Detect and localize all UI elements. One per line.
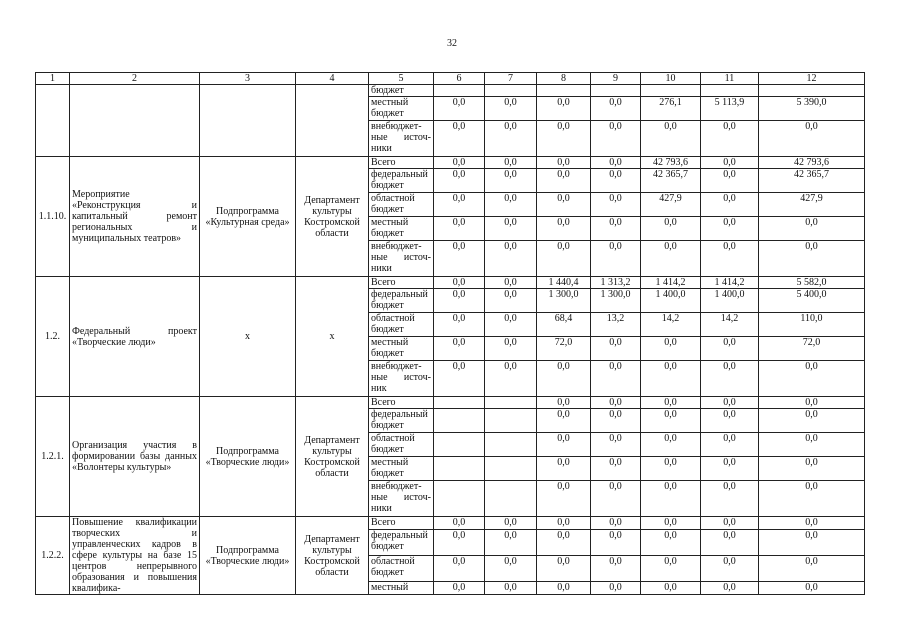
table-row [36,277,865,289]
value-cell [434,397,485,409]
funding-source-cell [369,289,434,313]
funding-source-cell [369,433,434,457]
value-cell: 0,0 [759,217,865,241]
subprogram-cell: Подпрограмма «Творческие люди» [200,517,296,595]
header-cell: 4 [296,73,369,85]
value-cell: 0,0 [434,193,485,217]
item-name: Организация участия в формировании базы данных «Волонтеры культуры» [70,397,200,517]
value-cell: 5 582,0 [759,277,865,289]
value-cell: 0,0 [434,157,485,169]
value-cell [485,409,537,433]
funding-source-line: федеральный [371,409,428,420]
value-cell: 0,0 [485,289,537,313]
funding-source-line: Всего [371,157,396,168]
empty-cell [200,85,296,157]
value-cell [434,433,485,457]
value-cell: 0,0 [485,157,537,169]
subprogram-cell: Подпрограмма «Культурная среда» [200,157,296,277]
value-cell: 0,0 [591,409,641,433]
value-cell: 0,0 [537,481,591,517]
funding-source-line: местный [371,582,409,593]
value-cell: 0,0 [485,361,537,397]
value-cell: 0,0 [641,241,701,277]
value-cell [434,481,485,517]
header-row [36,73,865,85]
value-cell: 0,0 [591,433,641,457]
value-cell: 0,0 [537,530,591,556]
value-cell: 0,0 [591,582,641,595]
funding-source-line: бюджет [371,204,404,215]
funding-source-line: внебюджет- [371,241,422,252]
value-cell: 0,0 [759,121,865,157]
department-cell: Департамент культуры Костромской области [296,517,369,595]
value-cell: 0,0 [434,241,485,277]
value-cell: 0,0 [591,121,641,157]
value-cell: 0,0 [485,556,537,582]
value-cell: 0,0 [591,556,641,582]
item-name: Федеральный проект «Творческие люди» [70,277,200,397]
value-cell: 0,0 [434,121,485,157]
value-cell: 0,0 [641,397,701,409]
subprogram-cell: Подпрограмма «Творческие люди» [200,397,296,517]
value-cell [485,433,537,457]
funding-source-line: ные источ- [371,252,431,263]
value-cell: 14,2 [641,313,701,337]
value-cell: 0,0 [485,337,537,361]
value-cell: 0,0 [641,409,701,433]
value-cell: 0,0 [701,481,759,517]
funding-source-line: Всего [371,397,396,408]
value-cell: 0,0 [537,397,591,409]
value-cell: 0,0 [485,313,537,337]
value-cell: 0,0 [537,217,591,241]
value-cell: 14,2 [701,313,759,337]
value-cell: 276,1 [641,97,701,121]
funding-source-line: бюджет [371,180,404,191]
funding-source-cell [369,217,434,241]
funding-source-line: внебюджет- [371,481,422,492]
value-cell: 0,0 [701,517,759,530]
value-cell: 0,0 [641,530,701,556]
funding-source-line: областной [371,193,415,204]
value-cell: 0,0 [434,361,485,397]
value-cell: 0,0 [591,193,641,217]
funding-source-cell [369,337,434,361]
funding-source-cell [369,169,434,193]
value-cell: 427,9 [759,193,865,217]
value-cell: 42 793,6 [759,157,865,169]
page-number: 32 [447,38,457,49]
funding-source-line: бюджет [371,85,404,96]
header-cell: 8 [537,73,591,85]
department-cell: Департамент культуры Костромской области [296,397,369,517]
value-cell: 0,0 [485,241,537,277]
value-cell: 0,0 [537,193,591,217]
value-cell: 0,0 [641,121,701,157]
value-cell: 0,0 [537,556,591,582]
value-cell: 0,0 [701,241,759,277]
value-cell: 0,0 [591,157,641,169]
value-cell: 0,0 [591,530,641,556]
value-cell: 0,0 [701,157,759,169]
funding-source-line: ные источ- [371,132,431,143]
value-cell: 0,0 [759,556,865,582]
value-cell: 1 300,0 [591,289,641,313]
funding-source-line: бюджет [371,567,404,578]
funding-source-line: федеральный [371,169,428,180]
value-cell [485,397,537,409]
value-cell: 0,0 [591,217,641,241]
value-cell: 0,0 [485,121,537,157]
funding-source-cell [369,481,434,517]
value-cell: 0,0 [485,169,537,193]
funding-source-line: бюджет [371,420,404,431]
value-cell: 68,4 [537,313,591,337]
value-cell: 13,2 [591,313,641,337]
value-cell: 0,0 [485,517,537,530]
value-cell: 0,0 [591,457,641,481]
value-cell: 0,0 [701,397,759,409]
value-cell: 72,0 [537,337,591,361]
value-cell: 0,0 [701,121,759,157]
value-cell: 0,0 [591,361,641,397]
value-cell [591,85,641,97]
value-cell: 0,0 [759,397,865,409]
value-cell: 0,0 [485,193,537,217]
value-cell: 0,0 [537,97,591,121]
value-cell: 0,0 [537,457,591,481]
value-cell: 0,0 [537,582,591,595]
value-cell: 0,0 [701,169,759,193]
value-cell: 0,0 [759,582,865,595]
value-cell: 5 400,0 [759,289,865,313]
funding-source-cell [369,313,434,337]
value-cell: 1 440,4 [537,277,591,289]
value-cell: 0,0 [591,517,641,530]
value-cell: 0,0 [759,457,865,481]
department-cell: х [296,277,369,397]
funding-source-line: Всего [371,277,396,288]
value-cell: 0,0 [537,409,591,433]
funding-source-line: бюджет [371,468,404,479]
funding-source-line: ники [371,143,392,154]
table-row [36,157,865,169]
table-row [36,397,865,409]
funding-source-line: ные источ- [371,492,431,503]
funding-source-cell [369,556,434,582]
value-cell [701,85,759,97]
value-cell: 427,9 [641,193,701,217]
item-number: 1.2.2. [36,517,70,595]
value-cell: 0,0 [641,361,701,397]
empty-cell [36,85,70,157]
value-cell: 0,0 [701,337,759,361]
value-cell [537,85,591,97]
empty-cell [70,85,200,157]
value-cell: 0,0 [434,337,485,361]
funding-source-line: бюджет [371,444,404,455]
table-row [36,517,865,530]
funding-source-line: бюджет [371,300,404,311]
value-cell: 0,0 [701,556,759,582]
funding-source-line: ники [371,263,392,274]
value-cell [485,85,537,97]
funding-source-cell [369,277,434,289]
value-cell: 0,0 [434,530,485,556]
funding-source-line: бюджет [371,324,404,335]
value-cell: 0,0 [537,169,591,193]
value-cell: 0,0 [759,361,865,397]
item-name: Повышение квалификации творческих и управленческих кадров в сфере культуры на базе 15 центров непрерывного образования и повышения квалифика- [70,517,200,595]
value-cell: 110,0 [759,313,865,337]
header-cell: 10 [641,73,701,85]
value-cell: 5 390,0 [759,97,865,121]
value-cell: 0,0 [434,313,485,337]
value-cell: 0,0 [759,517,865,530]
funding-source-line: местный [371,97,409,108]
funding-source-line: внебюджет- [371,121,422,132]
empty-cell [296,85,369,157]
item-number: 1.2.1. [36,397,70,517]
funding-source-cell [369,121,434,157]
item-number: 1.2. [36,277,70,397]
value-cell [434,409,485,433]
value-cell: 0,0 [701,433,759,457]
item-number: 1.1.10. [36,157,70,277]
value-cell: 0,0 [641,556,701,582]
funding-source-cell [369,457,434,481]
value-cell: 0,0 [434,556,485,582]
funding-source-line: областной [371,433,415,444]
table-row [36,85,865,97]
value-cell: 72,0 [759,337,865,361]
value-cell: 0,0 [701,457,759,481]
header-cell: 5 [369,73,434,85]
value-cell: 1 400,0 [701,289,759,313]
value-cell: 0,0 [641,433,701,457]
header-cell: 9 [591,73,641,85]
funding-source-cell [369,85,434,97]
value-cell: 42 365,7 [759,169,865,193]
value-cell: 1 313,2 [591,277,641,289]
value-cell: 0,0 [485,277,537,289]
value-cell: 0,0 [434,517,485,530]
value-cell [641,85,701,97]
header-cell: 1 [36,73,70,85]
value-cell: 0,0 [537,433,591,457]
funding-source-cell [369,397,434,409]
value-cell: 0,0 [759,530,865,556]
funding-source-cell [369,157,434,169]
header-cell: 6 [434,73,485,85]
value-cell: 1 300,0 [537,289,591,313]
value-cell: 0,0 [701,361,759,397]
funding-source-line: Всего [371,517,396,528]
value-cell [759,85,865,97]
item-name: Мероприятие «Реконструкция и капитальный ремонт региональных и муниципальных театров» [70,157,200,277]
funding-source-cell [369,361,434,397]
header-cell: 12 [759,73,865,85]
funding-source-line: федеральный [371,289,428,300]
value-cell [434,85,485,97]
department-cell: Департамент культуры Костромской области [296,157,369,277]
value-cell: 0,0 [701,193,759,217]
value-cell: 0,0 [641,481,701,517]
value-cell: 0,0 [485,217,537,241]
value-cell: 0,0 [759,409,865,433]
value-cell: 0,0 [759,481,865,517]
funding-source-cell [369,517,434,530]
value-cell: 0,0 [641,217,701,241]
funding-source-cell [369,530,434,556]
value-cell: 0,0 [641,517,701,530]
value-cell: 0,0 [485,582,537,595]
funding-source-line: ные источ- [371,372,431,383]
value-cell: 0,0 [591,481,641,517]
value-cell [485,481,537,517]
header-cell: 7 [485,73,537,85]
funding-source-line: областной [371,556,415,567]
value-cell: 0,0 [537,361,591,397]
funding-source-line: внебюджет- [371,361,422,372]
funding-source-line: бюджет [371,228,404,239]
header-cell: 3 [200,73,296,85]
funding-source-cell [369,193,434,217]
value-cell: 0,0 [591,241,641,277]
funding-source-line: местный [371,337,409,348]
value-cell: 0,0 [537,121,591,157]
value-cell: 0,0 [701,530,759,556]
value-cell: 0,0 [591,397,641,409]
subprogram-cell: х [200,277,296,397]
value-cell: 0,0 [591,97,641,121]
funding-source-line: ник [371,383,387,394]
value-cell: 0,0 [641,582,701,595]
value-cell: 0,0 [537,241,591,277]
value-cell: 0,0 [759,433,865,457]
value-cell: 0,0 [434,582,485,595]
value-cell: 0,0 [434,289,485,313]
value-cell: 0,0 [591,337,641,361]
header-cell: 11 [701,73,759,85]
budget-table [35,72,865,595]
value-cell: 0,0 [641,337,701,361]
value-cell: 0,0 [434,97,485,121]
funding-source-line: бюджет [371,541,404,552]
value-cell: 0,0 [701,582,759,595]
value-cell: 0,0 [701,409,759,433]
funding-source-line: областной [371,313,415,324]
funding-source-cell [369,241,434,277]
header-cell: 2 [70,73,200,85]
value-cell: 1 414,2 [641,277,701,289]
funding-source-cell [369,409,434,433]
value-cell: 0,0 [485,97,537,121]
funding-source-cell [369,97,434,121]
value-cell [485,457,537,481]
value-cell: 0,0 [641,457,701,481]
funding-source-line: местный [371,457,409,468]
value-cell: 0,0 [701,217,759,241]
value-cell: 0,0 [434,217,485,241]
funding-source-cell [369,582,434,595]
value-cell: 0,0 [537,517,591,530]
funding-source-line: ники [371,503,392,514]
value-cell [434,457,485,481]
value-cell: 0,0 [434,277,485,289]
value-cell: 1 414,2 [701,277,759,289]
funding-source-line: бюджет [371,348,404,359]
value-cell: 0,0 [485,530,537,556]
value-cell: 0,0 [591,169,641,193]
value-cell: 0,0 [434,169,485,193]
value-cell: 1 400,0 [641,289,701,313]
funding-source-line: местный [371,217,409,228]
value-cell: 5 113,9 [701,97,759,121]
value-cell: 42 793,6 [641,157,701,169]
value-cell: 0,0 [537,157,591,169]
value-cell: 0,0 [759,241,865,277]
funding-source-line: бюджет [371,108,404,119]
value-cell: 42 365,7 [641,169,701,193]
funding-source-line: федеральный [371,530,428,541]
